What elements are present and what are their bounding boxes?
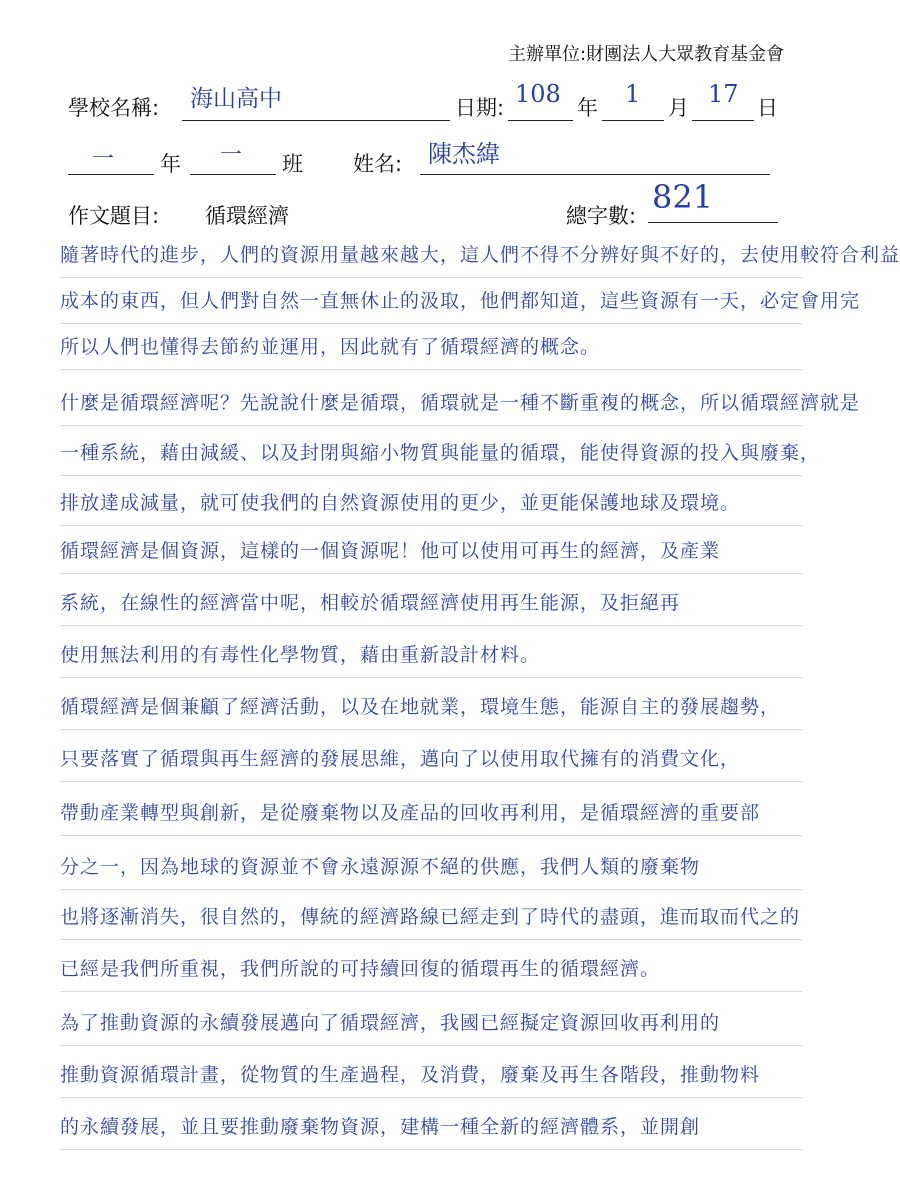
year-underline <box>508 120 573 121</box>
essay-line: 循環經濟是個兼顧了經濟活動，以及在地就業，環境生態，能源自主的發展趨勢， <box>60 696 781 718</box>
essay-rule <box>60 573 802 574</box>
essay-line: 只要落實了循環與再生經濟的發展思維，邁向了以使用取代擁有的消費文化， <box>60 748 741 770</box>
essay-rule <box>60 1045 802 1046</box>
year-value: 108 <box>515 80 561 108</box>
school-underline <box>182 120 450 121</box>
essay-line: 一種系統，藉由減緩、以及封閉與縮小物質與能量的循環，能使得資源的投入與廢棄， <box>60 442 821 464</box>
wordcount-label: 總字數: <box>566 204 637 228</box>
essay-line: 循環經濟是個資源，這樣的一個資源呢！他可以使用可再生的經濟，及產業 <box>60 540 721 562</box>
date-label: 日期: <box>455 96 505 120</box>
essay-rule <box>60 835 802 836</box>
name-underline <box>420 174 770 175</box>
essay-rule <box>60 729 802 730</box>
essay-line: 帶動產業轉型與創新，是從廢棄物以及產品的回收再利用，是循環經濟的重要部 <box>60 802 761 824</box>
grade-label: 年 <box>160 152 181 176</box>
essay-line: 為了推動資源的永續發展邁向了循環經濟，我國已經擬定資源回收再利用的 <box>60 1012 721 1034</box>
month-underline <box>602 120 664 121</box>
essay-line: 已經是我們所重視，我們所說的可持續回復的循環再生的循環經濟。 <box>60 958 661 980</box>
essay-line: 排放達成減量，就可使我們的自然資源使用的更少，並更能保護地球及環境。 <box>60 492 741 514</box>
essay-line: 分之一，因為地球的資源並不會永遠源源不絕的供應，我們人類的廢棄物 <box>60 856 701 878</box>
essay-line: 成本的東西，但人們對自然一直無休止的汲取，他們都知道，這些資源有一天，必定會用完 <box>60 290 861 312</box>
year-label: 年 <box>577 96 598 120</box>
month-label: 月 <box>668 96 689 120</box>
class-underline <box>190 174 276 175</box>
month-value: 1 <box>625 80 641 108</box>
wordcount-value: 821 <box>652 178 714 216</box>
wordcount-underline <box>648 222 778 223</box>
essay-rule <box>60 475 802 476</box>
essay-line: 什麼是循環經濟呢？先說說什麼是循環，循環就是一種不斷重複的概念，所以循環經濟就是 <box>60 392 861 414</box>
essay-line: 也將逐漸消失，很自然的，傳統的經濟路線已經走到了時代的盡頭，進而取而代之的 <box>60 906 801 928</box>
grade-value: 一 <box>92 147 115 172</box>
school-value: 海山高中 <box>190 86 282 112</box>
essay-rule <box>60 939 802 940</box>
school-label: 學校名稱: <box>68 96 160 120</box>
essay-rule <box>60 625 802 626</box>
topic-value: 循環經濟 <box>205 204 289 228</box>
topic-label: 作文題目: <box>68 204 160 228</box>
name-label: 姓名: <box>353 152 403 176</box>
grade-underline <box>68 174 154 175</box>
essay-rule <box>60 1149 802 1150</box>
organizer-text: 主辦單位:財團法人大眾教育基金會 <box>508 44 785 65</box>
class-value: 一 <box>220 143 243 168</box>
name-value: 陳杰緯 <box>428 140 500 168</box>
essay-rule <box>60 781 802 782</box>
essay-line: 推動資源循環計畫，從物質的生產過程，及消費，廢棄及再生各階段，推動物料 <box>60 1064 761 1086</box>
essay-line: 的永續發展，並且要推動廢棄物資源，建構一種全新的經濟體系，並開創 <box>60 1116 701 1138</box>
essay-rule <box>60 991 802 992</box>
essay-line: 隨著時代的進步，人們的資源用量越來越大，這人們不得不分辨好與不好的，去使用較符合利益 <box>60 244 900 266</box>
essay-line: 所以人們也懂得去節約並運用，因此就有了循環經濟的概念。 <box>60 336 601 358</box>
day-label: 日 <box>757 96 778 120</box>
class-label: 班 <box>282 152 303 176</box>
day-underline <box>692 120 754 121</box>
day-value: 17 <box>708 80 739 108</box>
essay-rule <box>60 369 802 370</box>
essay-rule <box>60 1097 802 1098</box>
essay-line: 系統，在線性的經濟當中呢，相較於循環經濟使用再生能源，及拒絕再 <box>60 592 681 614</box>
essay-rule <box>60 425 802 426</box>
essay-line: 使用無法利用的有毒性化學物質，藉由重新設計材料。 <box>60 644 541 666</box>
essay-rule <box>60 889 802 890</box>
essay-rule <box>60 677 802 678</box>
essay-rule <box>60 525 802 526</box>
